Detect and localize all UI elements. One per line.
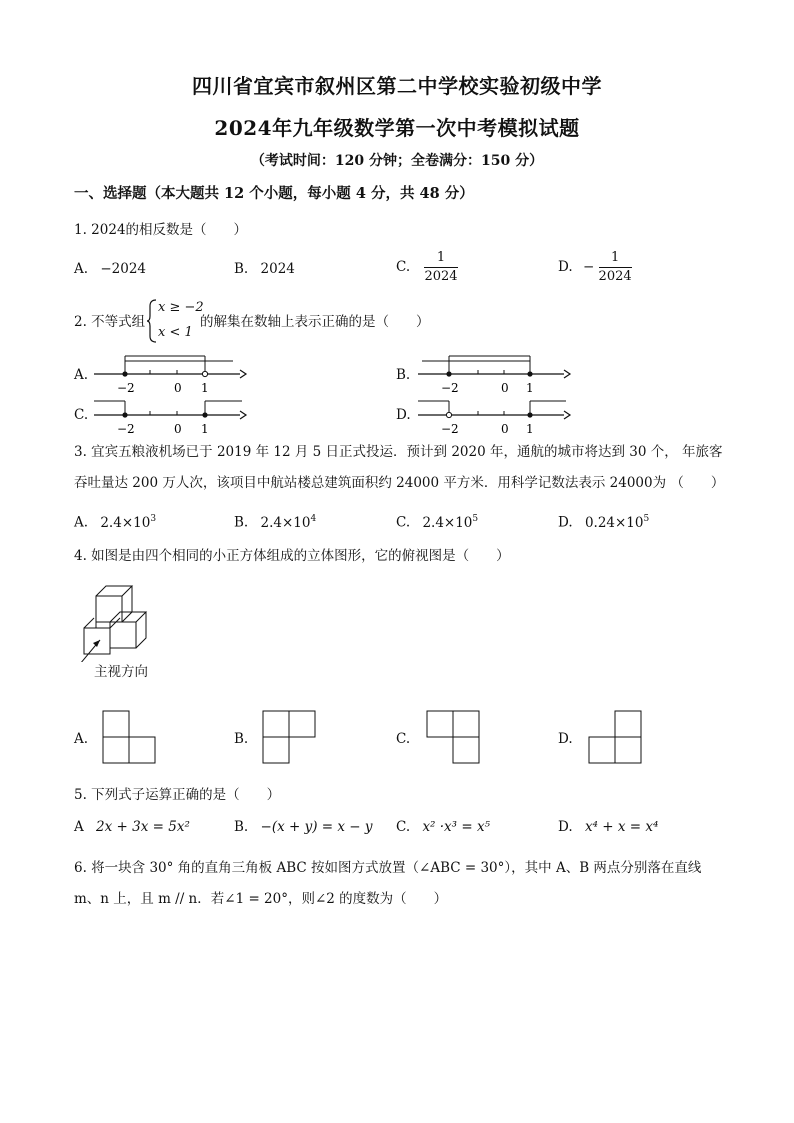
q2-d-tick-neg2: −2 (441, 422, 459, 436)
q5-d-text: x⁴ + x = x⁴ (584, 819, 659, 835)
q3-c-label: C. (396, 514, 411, 531)
q3-a-exp: 3 (150, 514, 157, 524)
q3-option-b (234, 509, 316, 533)
q4-b-label: B. (234, 731, 249, 747)
q2-c-label: C. (74, 407, 89, 423)
exam-title-line1: 四川省宜宾市叙州区第二中学校实验初级中学 (192, 74, 602, 98)
q3-line1: 3. 宜宾五粮液机场已于 2019 年 12 月 5 日正式投运．预计到 2020 年，通航的城市将达到 30 个， 年旅客 (74, 444, 723, 460)
q1-stem: 1. 2024的相反数是（ ） (74, 222, 248, 238)
q2-b-tick-1: 1 (526, 381, 534, 395)
q2-stem-prefix: 2. 不等式组 (74, 314, 146, 330)
q3-b-label: B. (234, 514, 249, 531)
q4-d-label: D. (558, 731, 573, 747)
q5-a-text: 2x + 3x = 5x² (96, 819, 190, 835)
q1-b-label: B. (234, 261, 249, 277)
q2-inequality-2: x < 1 (158, 325, 193, 340)
q2-d-number-line (414, 393, 574, 437)
q3-d-label: D. (558, 514, 573, 531)
q5-c-label: C. (396, 819, 411, 835)
q5-a-label: A (74, 819, 84, 835)
q1-option-c (396, 249, 458, 286)
q4-a-figure (102, 710, 158, 766)
q4-view-label: 主视方向 (94, 664, 148, 680)
q2-stem-suffix: 的解集在数轴上表示正确的是（ ） (200, 314, 430, 330)
q3-d-base: 0.24×10 (584, 514, 644, 531)
q4-a-label: A. (74, 731, 89, 747)
q2-b-tick-neg2: −2 (441, 381, 459, 395)
q2-brace (146, 298, 158, 344)
q3-d-exp: 5 (643, 514, 650, 524)
q2-b-number-line (414, 352, 574, 396)
q5-stem: 5. 下列式子运算正确的是（ ） (74, 787, 281, 803)
q1-b-text: 2024 (260, 261, 295, 277)
q2-a-tick-neg2: −2 (117, 381, 135, 395)
q2-c-tick-0: 0 (174, 422, 182, 436)
q2-d-tick-0: 0 (501, 422, 509, 436)
q1-c-numerator: 1 (424, 249, 457, 268)
q2-c-tick-1: 1 (201, 422, 209, 436)
q1-c-fraction (424, 249, 457, 286)
q1-d-label: D. (558, 259, 573, 275)
q4-d-figure (588, 710, 644, 766)
q1-d-numerator: 1 (599, 249, 632, 268)
q1-option-d (558, 249, 632, 286)
q5-d-label: D. (558, 819, 573, 835)
q2-d-tick-1: 1 (526, 422, 534, 436)
q3-c-base: 2.4×10 (422, 514, 473, 531)
q4-cube-figure (76, 582, 176, 662)
q1-d-denominator: 2024 (598, 269, 632, 284)
q3-a-label: A. (74, 514, 89, 531)
q1-c-denominator: 2024 (424, 269, 458, 284)
q2-c-number-line (90, 393, 250, 437)
q2-d-label: D. (396, 407, 411, 423)
q1-a-label: A. (74, 261, 89, 277)
q6-line2: m、n 上，且 m // n．若∠1 = 20°，则∠2 的度数为（ ） (74, 891, 448, 907)
q1-option-b (234, 259, 295, 279)
q3-b-exp: 4 (310, 514, 317, 524)
q3-option-d (558, 509, 649, 533)
q2-b-tick-0: 0 (501, 381, 509, 395)
q1-c-label: C. (396, 259, 411, 275)
q5-c-text: x² ·x³ = x⁵ (422, 819, 490, 835)
q2-inequality-1: x ≥ −2 (158, 300, 204, 315)
q5-option-d (558, 817, 658, 837)
q6-line1: 6. 将一块含 30° 角的直角三角板 ABC 按如图方式放置（∠ABC = 30°），其中 A、B 两点分别落在直线 (74, 860, 702, 876)
q4-b-figure (262, 710, 318, 766)
q3-line2: 吞吐量达 200 万人次，该项目中航站楼总建筑面积约 24000 平方米．用科学记数法表示 24000为 （ ） (74, 475, 725, 491)
q3-b-base: 2.4×10 (260, 514, 311, 531)
q2-b-label: B. (396, 367, 411, 383)
q2-a-tick-1: 1 (201, 381, 209, 395)
q5-option-a (74, 817, 190, 837)
q2-a-tick-0: 0 (174, 381, 182, 395)
q5-option-c (396, 817, 490, 837)
q3-a-base: 2.4×10 (100, 514, 151, 531)
q4-c-label: C. (396, 731, 411, 747)
q3-option-c (396, 509, 478, 533)
exam-info: （考试时间：120 分钟；全卷满分：150 分） (250, 153, 544, 169)
q4-c-figure (426, 710, 482, 766)
section-heading: 一、选择题（本大题共 12 个小题，每小题 4 分，共 48 分） (74, 185, 474, 202)
q5-option-b (234, 817, 373, 837)
q5-b-text: −(x + y) = x − y (260, 819, 373, 835)
q1-option-a (74, 259, 146, 279)
q5-b-label: B. (234, 819, 249, 835)
q1-d-fraction (599, 249, 632, 286)
q2-c-tick-neg2: −2 (117, 422, 135, 436)
q3-c-exp: 5 (472, 514, 479, 524)
q1-d-sign: − (582, 259, 595, 275)
q2-a-number-line (90, 352, 250, 396)
q1-a-text: −2024 (100, 261, 147, 277)
exam-title-line2: 2024年九年级数学第一次中考模拟试题 (214, 116, 580, 140)
q4-stem: 4. 如图是由四个相同的小正方体组成的立体图形，它的俯视图是（ ） (74, 548, 510, 564)
q2-a-label: A. (74, 367, 89, 383)
q3-option-a (74, 509, 156, 533)
